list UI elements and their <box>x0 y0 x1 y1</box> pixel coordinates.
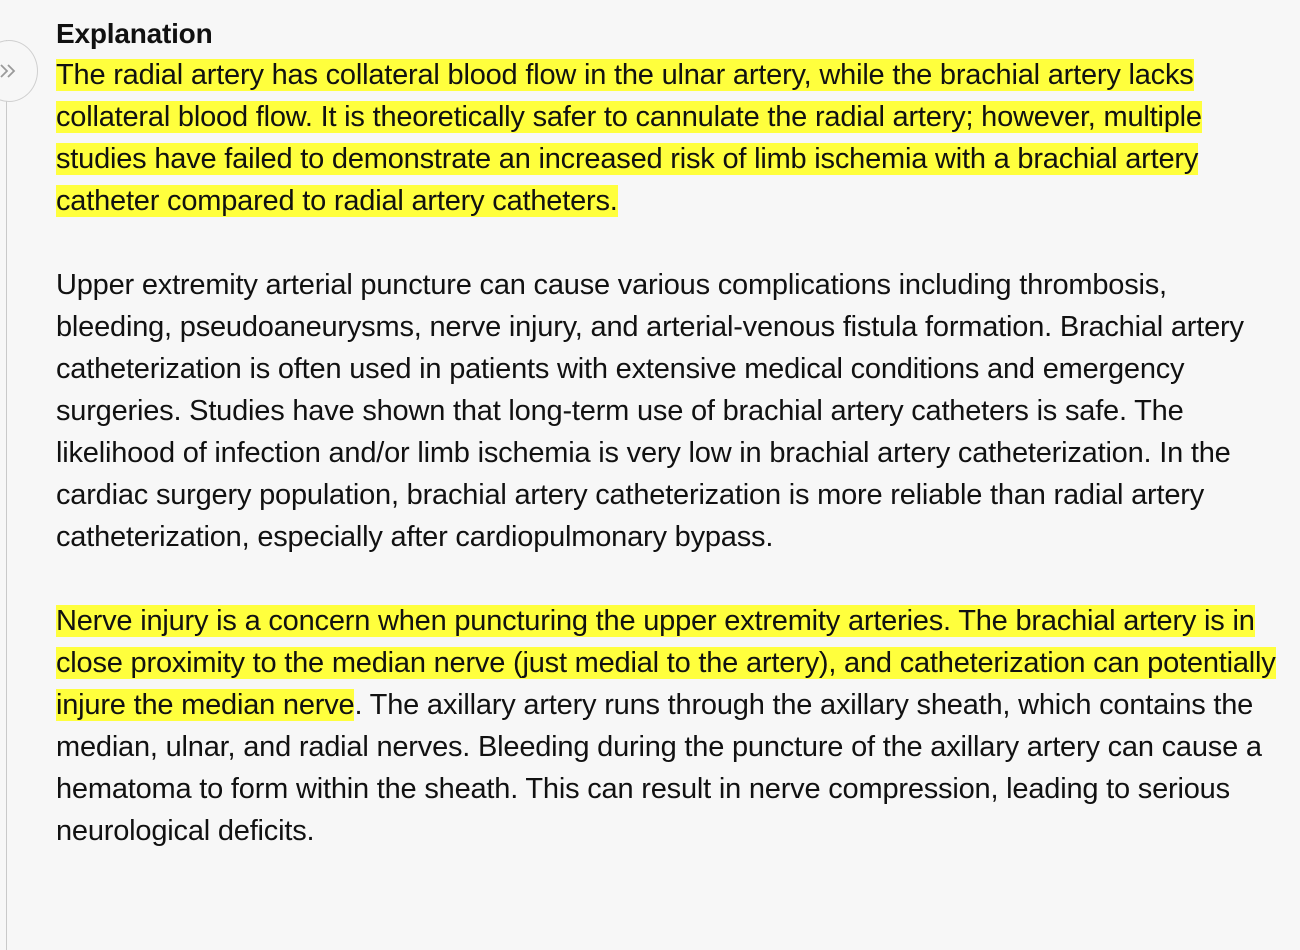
sidebar-divider <box>6 40 7 950</box>
explanation-panel <box>56 16 1280 894</box>
explanation-paragraph-2 <box>56 264 1280 558</box>
explanation-paragraph-1 <box>56 54 1280 222</box>
highlighted-text: The radial artery has collateral blood flow in the ulnar artery, while the brachial artery lacks collateral blood flow. It is theoretically safer to cannulate the radial artery; however, multiple studies have failed to demonstrate an increased risk of limb ischemia with a brachial artery catheter compared to radial artery catheters. <box>56 59 1202 217</box>
explanation-heading: Explanation <box>56 18 213 49</box>
explanation-paragraph-3 <box>56 600 1280 852</box>
double-chevron-right-icon <box>0 63 19 79</box>
highlighted-text: Nerve injury is a concern when puncturing the upper extremity arteries. The brachial artery is in close proximity to the median nerve (just medial to the artery), and catheterization can potentially injure the median nerve <box>56 605 1276 721</box>
paragraph-text: . The axillary artery runs through the axillary sheath, which contains the median, ulnar, and radial nerves. Bleeding during the puncture of the axillary artery can cause a hematoma to form within the sheath. This can result in nerve compression, leading to serious neurological deficits. <box>56 689 1262 847</box>
expand-sidebar-button[interactable] <box>0 40 38 102</box>
paragraph-text: Upper extremity arterial puncture can cause various complications including thrombosis, bleeding, pseudoaneurysms, nerve injury, and arterial-venous fistula formation. Brachial artery catheterization is often used in patients with extensive medical conditions and emergency surgeries. Studies have shown that long-term use of brachial artery catheters is safe. The likelihood of infection and/or limb ischemia is very low in brachial artery catheterization. In the cardiac surgery population, brachial artery catheterization is more reliable than radial artery catheterization, especially after cardiopulmonary bypass. <box>56 269 1244 553</box>
